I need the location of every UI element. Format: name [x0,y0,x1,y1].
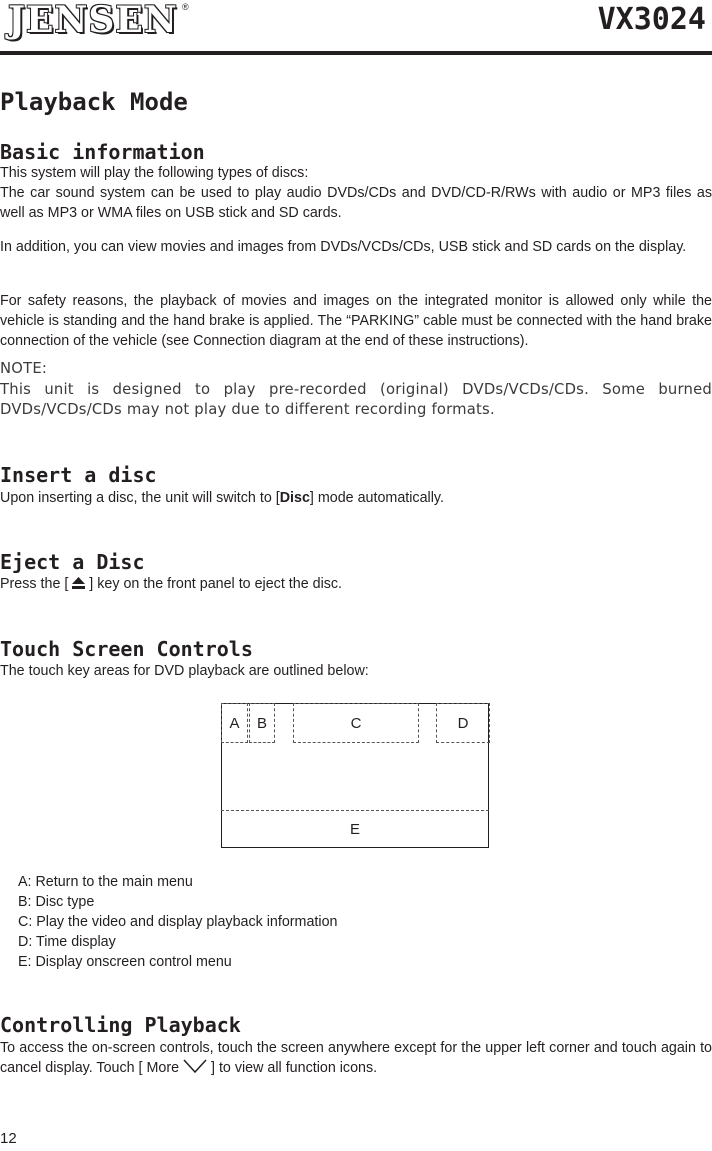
controlling-text: To access the on-screen controls, touch the screen anywhere except for the upper left corner and touch again to cancel display. Touch [ More ] to view all function icons. [0,1040,712,1076]
basic-para2: In addition, you can view movies and images from DVDs/VCDs/CDs, USB stick and SD cards on the display. [0,239,687,255]
legend-item-e: E: Display onscreen control menu [18,954,232,970]
header-rule [0,51,712,55]
page-title: Playback Mode [0,88,188,116]
insert-heading: Insert a disc [0,463,157,487]
zone-a: A [221,703,248,743]
touch-legend [18,872,337,972]
zone-b: B [249,703,275,743]
zone-e: E [221,810,489,848]
controlling-heading: Controlling Playback [0,1013,241,1037]
touch-heading: Touch Screen Controls [0,637,253,661]
note-label: NOTE: [0,360,48,377]
zone-d: D [436,703,490,743]
eject-icon [72,577,85,589]
basic-line2: The car sound system can be used to play audio DVDs/CDs and DVD/CD-R/RWs with audio or MP3 files as well as MP3 or WMA files on USB stick and SD cards. [0,185,712,221]
legend-item-c: C: Play the video and display playback information [18,914,338,930]
legend-item-d: D: Time display [18,934,116,950]
touch-area-diagram [221,703,489,848]
brand-logo: JENSEN [8,0,178,41]
eject-text: Press the [ ] key on the front panel to eject the disc. [0,576,343,592]
legend-item-b: B: Disc type [18,894,95,910]
basic-line1: This system will play the following types of discs: [0,165,309,181]
basic-heading: Basic information [0,140,205,164]
zone-c: C [293,703,419,743]
eject-heading: Eject a Disc [0,550,145,574]
registered-mark: ® [182,2,189,12]
page-header [0,0,712,56]
page-number: 12 [0,1130,17,1147]
note-text: This unit is designed to play pre-recorded (original) DVDs/VCDs/CDs. Some burned DVDs/VCDs/CDs may not play due to different recording formats. [0,381,712,418]
insert-text: Upon inserting a disc, the unit will switch to [Disc] mode automatically. [0,490,444,506]
touch-text: The touch key areas for DVD playback are outlined below: [0,663,369,679]
chevron-down-icon [183,1059,207,1073]
basic-para3: For safety reasons, the playback of movies and images on the integrated monitor is allowed only while the vehicle is standing and the hand brake is applied. The “PARKING” cable must be connected with the hand brake connection of the vehicle (see Connection diagram at the end of these instructions). [0,293,712,349]
legend-item-a: A: Return to the main menu [18,874,193,890]
model-number: VX3024 [597,2,706,37]
